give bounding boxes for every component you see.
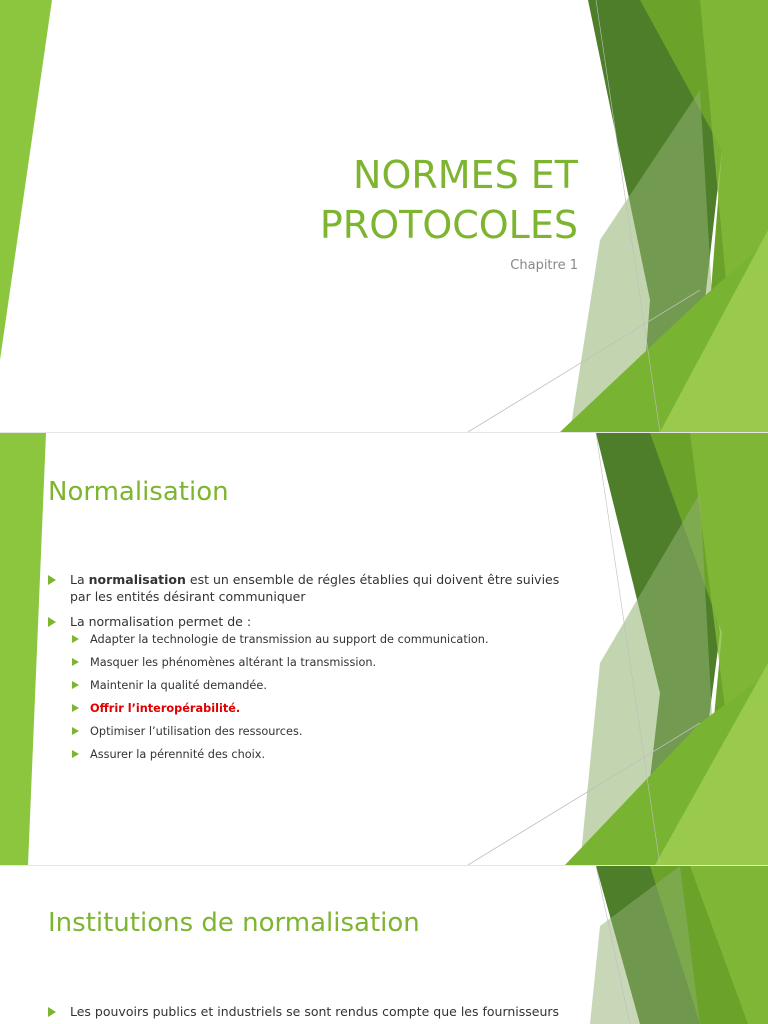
- bullet-arrow-icon: [72, 704, 79, 712]
- title-line-1: NORMES ET: [353, 153, 578, 197]
- sub-bullet-item-emphasis: [70, 701, 568, 716]
- institutions-slide: [0, 866, 768, 1024]
- normalisation-slide: [0, 433, 768, 865]
- bullet-item: [48, 1003, 568, 1020]
- sub-bullet-item: [70, 678, 568, 693]
- slide-subtitle: Chapitre 1: [510, 258, 578, 273]
- bullet-text: La normalisation permet de :: [70, 614, 252, 629]
- bullet-arrow-icon: [48, 575, 56, 585]
- bullet-arrow-icon: [48, 617, 56, 627]
- bullet-arrow-icon: [72, 727, 79, 735]
- bullet-arrow-icon: [72, 658, 79, 666]
- title-slide: [0, 0, 768, 432]
- bullet-bold-term: normalisation: [88, 572, 186, 587]
- sub-bullet-item: [70, 747, 568, 762]
- sub-bullet-list: [70, 632, 568, 762]
- bullet-text: Les pouvoirs publics et industriels se sont rendus compte que les fournisseurs: [70, 1004, 560, 1019]
- sub-bullet-text: Adapter la technologie de transmission au support de communication.: [90, 633, 489, 646]
- sub-bullet-text: Assurer la pérennité des choix.: [90, 748, 266, 761]
- decorative-shapes: [0, 866, 768, 1024]
- bullet-prefix: La: [70, 572, 89, 587]
- title-line-2: PROTOCOLES: [319, 203, 578, 247]
- bullet-arrow-icon: [72, 681, 79, 689]
- sub-bullet-text: Maintenir la qualité demandée.: [90, 679, 267, 692]
- sub-bullet-text: Offrir l’interopérabilité.: [90, 702, 241, 715]
- sub-bullet-item: [70, 632, 568, 647]
- bullet-arrow-icon: [72, 750, 79, 758]
- slide-heading: Normalisation: [48, 477, 229, 507]
- sub-bullet-text: Optimiser l’utilisation des ressources.: [90, 725, 303, 738]
- sub-bullet-item: [70, 724, 568, 739]
- bullet-list: [48, 1003, 568, 1024]
- bullet-list: [48, 571, 568, 770]
- sub-bullet-item: [70, 655, 568, 670]
- slide-heading: Institutions de normalisation: [48, 908, 420, 938]
- bullet-item: [48, 613, 568, 762]
- bullet-suffix: est un ensemble de régles établies qui doivent être suivies par les entités désirant communiquer: [70, 572, 560, 604]
- slide-title: [158, 150, 578, 250]
- bullet-arrow-icon: [72, 635, 79, 643]
- bullet-arrow-icon: [48, 1007, 56, 1017]
- sub-bullet-text: Masquer les phénomènes altérant la transmission.: [90, 656, 377, 669]
- bullet-item: [48, 571, 568, 605]
